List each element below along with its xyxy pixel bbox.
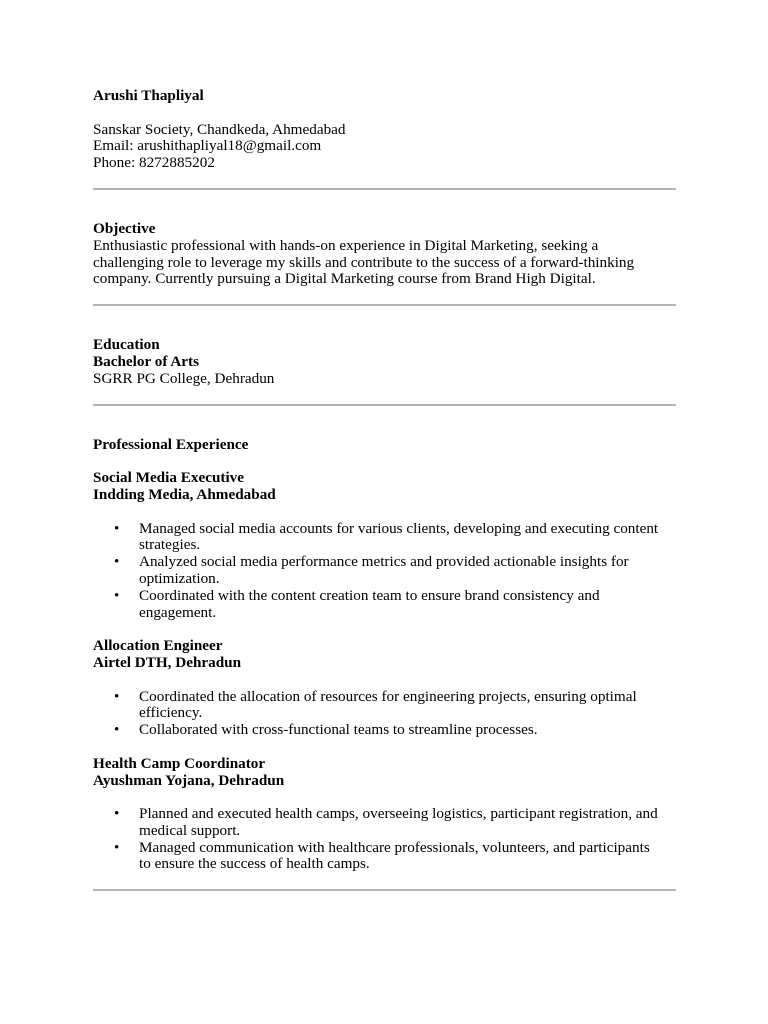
list-item bbox=[93, 588, 679, 622]
experience-heading: Professional Experience bbox=[93, 435, 249, 453]
resume-document bbox=[93, 88, 676, 891]
job-company: Indding Media, Ahmedabad bbox=[93, 485, 276, 503]
job-company: Airtel DTH, Dehradun bbox=[93, 653, 242, 671]
bullet-icon: • bbox=[114, 519, 120, 537]
job-title: Allocation Engineer bbox=[93, 637, 223, 655]
bullet-icon: • bbox=[114, 553, 120, 571]
bullet-text: Coordinated the allocation of resources for engineering projects, ensuring optimal bbox=[139, 687, 637, 705]
objective-line: company. Currently pursuing a Digital Marketing course from Brand High Digital. bbox=[93, 270, 596, 288]
bullet-icon: • bbox=[114, 838, 120, 856]
candidate-name: Arushi Thapliyal bbox=[93, 87, 204, 104]
bullet-text: efficiency. bbox=[139, 704, 203, 722]
bullet-text: optimization. bbox=[139, 569, 220, 587]
job-bullets bbox=[93, 521, 676, 622]
institution: SGRR PG College, Dehradun bbox=[93, 369, 275, 387]
list-item bbox=[93, 806, 679, 840]
bullet-icon: • bbox=[114, 721, 120, 739]
objective-line: challenging role to leverage my skills and contribute to the success of a forward-thinking bbox=[93, 253, 635, 271]
bullet-text: Planned and executed health camps, overseeing logistics, participant registration, and bbox=[139, 805, 658, 823]
bullet-text: engagement. bbox=[139, 603, 217, 621]
bullet-icon: • bbox=[114, 586, 120, 604]
spacer bbox=[93, 105, 676, 122]
bullet-text: medical support. bbox=[139, 821, 241, 839]
bullet-text: Managed social media accounts for various clients, developing and executing content bbox=[139, 519, 659, 537]
email: Email: arushithapliyal18@gmail.com bbox=[93, 137, 322, 155]
job-bullets bbox=[93, 689, 676, 739]
list-item bbox=[93, 521, 679, 555]
job-title: Health Camp Coordinator bbox=[93, 754, 266, 772]
list-item bbox=[93, 840, 679, 874]
list-item bbox=[93, 554, 679, 588]
objective-line: Enthusiastic professional with hands-on experience in Digital Marketing, seeking a bbox=[93, 236, 599, 254]
bullet-text: Analyzed social media performance metrics and provided actionable insights for bbox=[139, 553, 629, 571]
list-item bbox=[93, 722, 679, 739]
section-divider bbox=[93, 889, 676, 891]
address: Sanskar Society, Chandkeda, Ahmedabad bbox=[93, 120, 346, 138]
job-title: Social Media Executive bbox=[93, 469, 245, 487]
objective-heading: Objective bbox=[93, 219, 156, 237]
job-bullets bbox=[93, 806, 676, 873]
bullet-text: Managed communication with healthcare professionals, volunteers, and participants bbox=[139, 838, 650, 856]
bullet-icon: • bbox=[114, 805, 120, 823]
bullet-text: strategies. bbox=[139, 536, 201, 554]
education-heading: Education bbox=[93, 336, 160, 354]
phone: Phone: 8272885202 bbox=[93, 154, 215, 172]
bullet-text: Collaborated with cross-functional teams to streamline processes. bbox=[139, 721, 538, 739]
degree: Bachelor of Arts bbox=[93, 352, 200, 370]
job-company: Ayushman Yojana, Dehradun bbox=[93, 771, 285, 789]
bullet-text: Coordinated with the content creation team to ensure brand consistency and bbox=[139, 586, 600, 604]
list-item bbox=[93, 689, 679, 723]
bullet-icon: • bbox=[114, 687, 120, 705]
bullet-text: to ensure the success of health camps. bbox=[139, 855, 370, 873]
